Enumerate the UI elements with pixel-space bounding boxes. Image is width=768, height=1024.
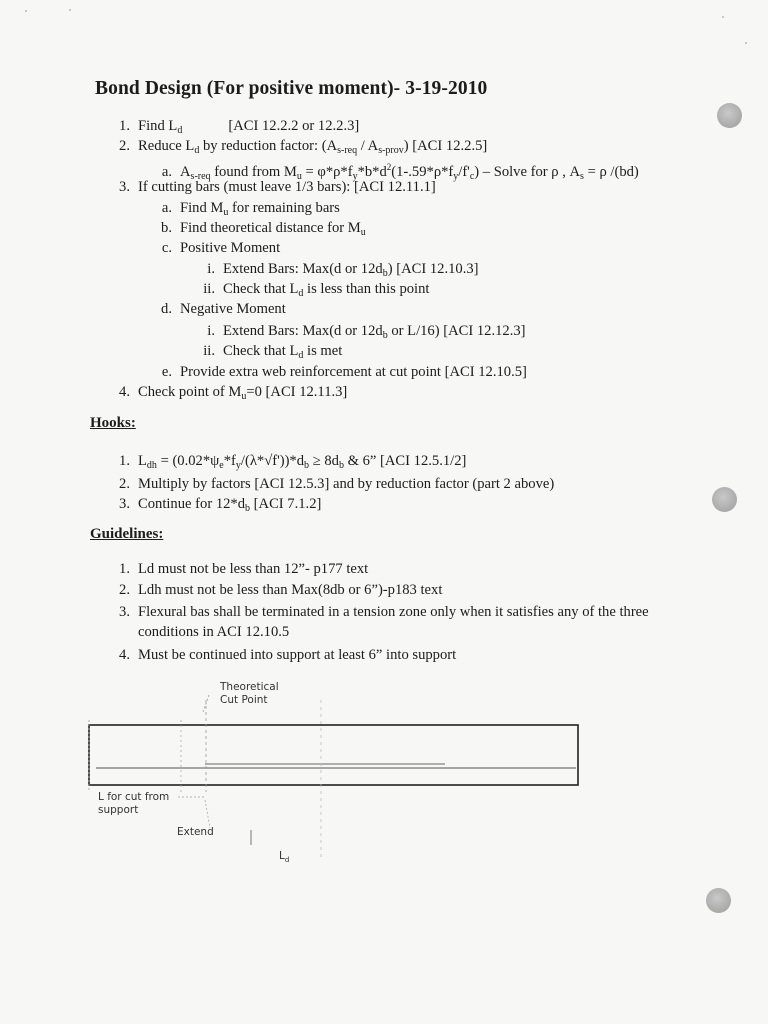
text-run: ) [ACI 12.2.5] [403, 138, 488, 154]
text-run: Find theoretical distance for M [180, 220, 361, 236]
text-run: A [180, 163, 191, 180]
extend-label: Extend [177, 826, 214, 838]
subscript: s-req [190, 170, 211, 182]
text-run: =0 [ACI 12.11.3] [246, 384, 348, 400]
text-run: Flexural bas shall be terminated in a tension zone only when it satisfies any of the three [138, 604, 649, 620]
subscript: c [469, 170, 475, 182]
list-marker: i. [207, 323, 215, 339]
text-run: Must be continued into support at least 6” into support [138, 647, 457, 663]
list-marker: i. [207, 261, 215, 277]
text-run: Ldh must not be less than Max(8db or 6”)-p183 text [138, 582, 443, 598]
subscript: b [382, 330, 388, 341]
text-run: & 6” [ACI 12.5.1/2] [343, 453, 467, 469]
text-run: found from M [210, 163, 297, 180]
subscript: y [235, 460, 241, 471]
list-marker: 4. [119, 647, 130, 663]
subscript: b [304, 460, 310, 471]
text-run: (1-.59*ρ*f [391, 163, 454, 180]
list-marker: ii. [203, 281, 215, 297]
subscript: d [298, 288, 304, 299]
text-run: /(λ*√f' [240, 453, 280, 469]
guidelines-heading: Guidelines: [90, 526, 164, 542]
subscript: b [245, 503, 251, 514]
list-marker: 4. [119, 384, 130, 400]
text-run: Extend Bars: Max(d or 12d [223, 261, 383, 277]
text-run: Negative Moment [180, 301, 286, 317]
theoretical-cut-label: Theoretical Cut Point [220, 681, 279, 706]
text-run: If cutting bars (must leave 1/3 bars): [ACI 12.11.1] [138, 179, 436, 195]
support-length-label: L for cut from support [98, 791, 170, 816]
text-run: Check that L [223, 343, 299, 359]
cut-point-leader [203, 695, 209, 712]
text-run: ) – Solve for ρ , A [474, 163, 581, 180]
text-run: Positive Moment [180, 240, 281, 256]
list-marker: ii. [203, 343, 215, 359]
extend-leader [205, 800, 210, 828]
list-marker: c. [161, 240, 172, 256]
list-marker: 3. [119, 179, 130, 195]
list-marker: a. [161, 200, 172, 216]
aci-reference: [ACI 12.2.2 or 12.2.3] [228, 118, 360, 134]
beam-outline [89, 725, 578, 785]
hooks-heading: Hooks: [90, 415, 136, 431]
text-run: Check that L [223, 281, 299, 297]
subscript: u [296, 170, 302, 182]
subscript: y [453, 170, 459, 182]
text-run: ))*d [279, 453, 305, 469]
text-run: Provide extra web reinforcement at cut point [ACI 12.10.5] [180, 364, 527, 380]
text-run: = ρ /(bd) [583, 163, 639, 180]
subscript: u [223, 207, 229, 218]
text-run: Find L [138, 118, 178, 134]
text-run: [ACI 7.1.2] [250, 496, 322, 512]
list-marker: 1. [119, 118, 130, 134]
text-run: = φ*ρ*f [301, 163, 353, 180]
text-run: *f [223, 453, 236, 469]
subscript: y [352, 170, 358, 182]
superscript: 2 [386, 162, 392, 172]
text-run: for remaining bars [228, 200, 340, 216]
text-run: Multiply by factors [ACI 12.5.3] and by reduction factor (part 2 above) [138, 476, 555, 492]
text-run: is less than this point [303, 281, 430, 297]
subscript: d [298, 350, 304, 361]
list-marker: 3. [119, 496, 130, 512]
subscript: u [360, 227, 366, 238]
text-run: ) [ACI 12.10.3] [387, 261, 479, 277]
subscript: b [338, 460, 344, 471]
text-run: Reduce L [138, 138, 195, 154]
list-marker: 2. [119, 138, 130, 154]
subscript: u [241, 391, 247, 402]
subscript: s [580, 170, 584, 182]
subscript: dh [146, 460, 157, 471]
text-run: L [138, 453, 147, 469]
development-length-label: $L_d$ [279, 850, 290, 864]
text-run: = (0.02*ψ [156, 453, 220, 469]
text-run: /f' [458, 163, 470, 180]
list-marker: b. [161, 220, 172, 236]
subscript: b [382, 268, 388, 279]
text-run: conditions in ACI 12.10.5 [138, 624, 290, 640]
text-run: / A [357, 138, 379, 154]
text-run: is met [303, 343, 343, 359]
list-marker: 1. [119, 561, 130, 577]
text-run: Check point of M [138, 384, 242, 400]
text-run: or L/16) [ACI 12.12.3] [387, 323, 526, 339]
subscript: s-req [337, 145, 358, 156]
list-marker: 2. [119, 476, 130, 492]
page-title: Bond Design (For positive moment)- 3-19-2010 [95, 78, 488, 99]
text-run: *b*d [357, 163, 387, 180]
text-run: by reduction factor: (A [199, 138, 338, 154]
list-marker: e. [161, 364, 172, 380]
subscript: d [177, 125, 183, 136]
list-marker: d. [161, 301, 172, 317]
list-marker: 3. [119, 604, 130, 620]
text-run: ≥ 8d [309, 453, 339, 469]
subscript: e [219, 460, 224, 471]
text-run: Ld must not be less than 12”- p177 text [138, 561, 369, 577]
list-marker: 2. [119, 582, 130, 598]
text-run: Find M [180, 200, 224, 216]
list-marker: 1. [119, 453, 130, 469]
list-marker: a. [161, 163, 172, 180]
subscript: d [194, 145, 200, 156]
text-run: Extend Bars: Max(d or 12d [223, 323, 383, 339]
subscript: s-prov [378, 145, 404, 156]
text-run: Continue for 12*d [138, 496, 246, 512]
